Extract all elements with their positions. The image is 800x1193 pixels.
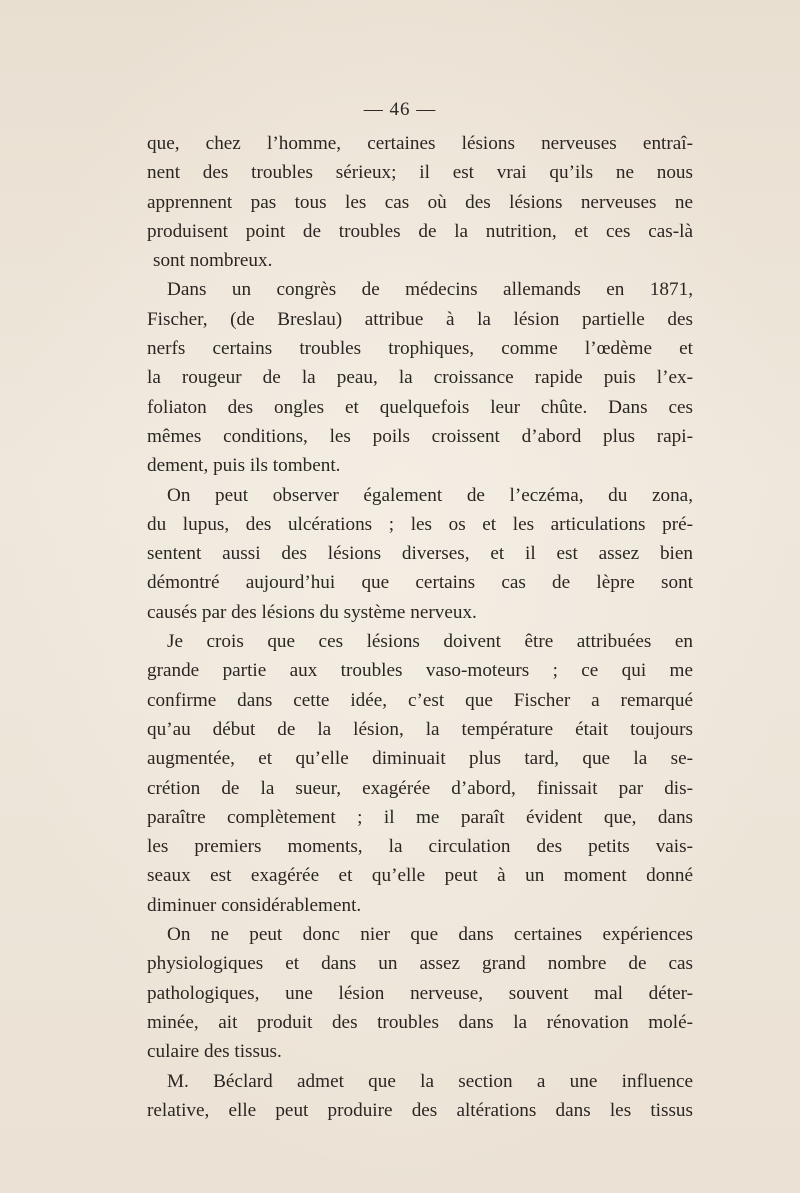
text-line: crétion de la sueur, exagérée d’abord, finissait par dis- <box>147 777 693 799</box>
text-line: On peut observer également de l’eczéma, du zona, <box>167 484 693 506</box>
text-line: produisent point de troubles de la nutrition, et ces cas-là <box>147 220 693 242</box>
text-line: mêmes conditions, les poils croissent d’abord plus rapi- <box>147 425 693 447</box>
text-line: causés par des lésions du système nerveux. <box>147 601 477 623</box>
body-text <box>147 129 693 1125</box>
text-line: Dans un congrès de médecins allemands en 1871, <box>167 279 693 301</box>
paragraph-4 <box>147 627 693 920</box>
text-line: augmentée, et qu’elle diminuait plus tard, que la se- <box>147 748 693 770</box>
text-line: foliaton des ongles et quelquefois leur chûte. Dans ces <box>147 396 693 418</box>
page-number: — 46 — <box>363 99 437 120</box>
text-line: qu’au début de la lésion, la température était toujours <box>147 718 693 740</box>
text-line: On ne peut donc nier que dans certaines expériences <box>167 924 693 946</box>
text-line: Fischer, (de Breslau) attribue à la lésion partielle des <box>147 308 693 330</box>
text-line: du lupus, des ulcérations ; les os et les articulations pré- <box>147 513 693 535</box>
text-line: M. Béclard admet que la section a une influence <box>167 1070 693 1092</box>
text-line: confirme dans cette idée, c’est que Fischer a remarqué <box>147 689 693 711</box>
paragraph-3 <box>147 481 693 627</box>
text-line: Je crois que ces lésions doivent être attribuées en <box>167 631 693 653</box>
paragraph-1 <box>147 129 693 275</box>
text-line: seaux est exagérée et qu’elle peut à un moment donné <box>147 865 693 887</box>
text-line: apprennent pas tous les cas où des lésions nerveuses ne <box>147 191 693 213</box>
text-line: minée, ait produit des troubles dans la rénovation molé- <box>147 1011 693 1033</box>
text-line: culaire des tissus. <box>147 1041 282 1063</box>
text-line: sont nombreux. <box>153 250 273 272</box>
paragraph-6 <box>147 1067 693 1126</box>
text-line: pathologiques, une lésion nerveuse, souvent mal déter- <box>147 982 693 1004</box>
text-line: dement, puis ils tombent. <box>147 455 341 477</box>
text-line: sentent aussi des lésions diverses, et il est assez bien <box>147 543 693 565</box>
text-line: démontré aujourd’hui que certains cas de lèpre sont <box>147 572 693 594</box>
text-line: diminuer considérablement. <box>147 894 362 916</box>
text-line: grande partie aux troubles vaso-moteurs ; ce qui me <box>147 660 693 682</box>
text-line: physiologiques et dans un assez grand nombre de cas <box>147 953 693 975</box>
paragraph-2 <box>147 275 693 480</box>
text-line: la rougeur de la peau, la croissance rapide puis l’ex- <box>147 367 693 389</box>
paragraph-5 <box>147 920 693 1066</box>
text-line: nent des troubles sérieux; il est vrai qu’ils ne nous <box>147 162 693 184</box>
text-line: relative, elle peut produire des altérations dans les tissus <box>147 1099 693 1121</box>
text-line: nerfs certains troubles trophiques, comme l’œdème et <box>147 338 693 360</box>
text-line: les premiers moments, la circulation des petits vais- <box>147 836 693 858</box>
text-line: que, chez l’homme, certaines lésions nerveuses entraî- <box>147 133 693 154</box>
text-line: paraître complètement ; il me paraît évident que, dans <box>147 806 693 828</box>
